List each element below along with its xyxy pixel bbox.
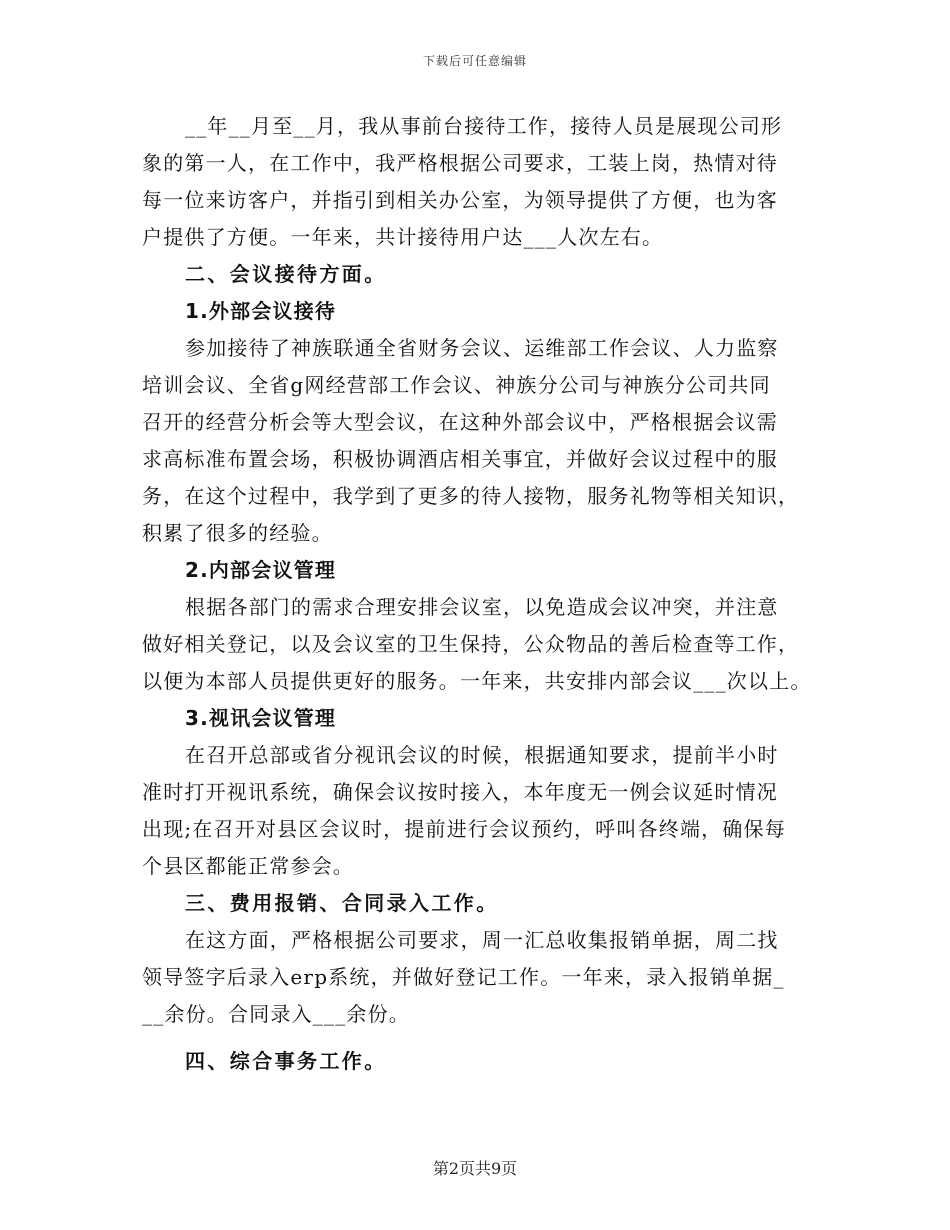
paragraph-external-meetings bbox=[142, 330, 822, 552]
paragraph-video-conferences bbox=[142, 737, 822, 885]
paragraph-internal-meetings bbox=[142, 589, 822, 700]
section-heading-meeting-reception: 二、会议接待方面。 bbox=[185, 262, 387, 286]
subheading-internal-meetings: 2.内部会议管理 bbox=[185, 558, 337, 582]
text-line: 在召开总部或省分视讯会议的时候，根据通知要求，提前半小时 bbox=[185, 743, 779, 767]
text-line: __余份。合同录入___余份。 bbox=[142, 1002, 410, 1026]
text-line: 领导签字后录入erp系统，并做好登记工作。一年来，录入报销单据_ bbox=[142, 965, 785, 989]
paragraph-front-desk bbox=[142, 108, 822, 256]
text-line: 每一位来访客户，并指引到相关办公室，为领导提供了方便，也为客 bbox=[142, 188, 778, 212]
page-header: 下载后可任意编辑 bbox=[422, 54, 527, 68]
text-line: 积累了很多的经验。 bbox=[142, 521, 333, 545]
text-line: 出现;在召开对县区会议时，提前进行会议预约，呼叫各终端，确保每 bbox=[142, 817, 786, 841]
section-heading-expenses-contracts: 三、费用报销、合同录入工作。 bbox=[185, 891, 499, 915]
text-line: 个县区都能正常参会。 bbox=[142, 854, 354, 878]
text-line: 求高标准布置会场，积极协调酒店相关事宜，并做好会议过程中的服 bbox=[142, 447, 778, 471]
subheading-external-meetings: 1.外部会议接待 bbox=[185, 299, 337, 323]
text-line: 象的第一人，在工作中，我严格根据公司要求，工装上岗，热情对待 bbox=[142, 151, 778, 175]
text-line: 召开的经营分析会等大型会议，在这种外部会议中，严格根据会议需 bbox=[142, 410, 778, 434]
text-line: 做好相关登记，以及会议室的卫生保持，公众物品的善后检查等工作， bbox=[142, 632, 800, 656]
text-line: 户提供了方便。一年来，共计接待用户达___人次左右。 bbox=[142, 225, 664, 249]
text-line: 准时打开视讯系统，确保会议按时接入，本年度无一例会议延时情况 bbox=[142, 780, 778, 804]
text-line: 在这方面，严格根据公司要求，周一汇总收集报销单据，周二找 bbox=[185, 928, 779, 952]
document-body bbox=[142, 108, 822, 1080]
paragraph-expenses-contracts bbox=[142, 922, 822, 1033]
text-line: 以便为本部人员提供更好的服务。一年来，共安排内部会议___次以上。 bbox=[142, 669, 812, 693]
text-line: __年__月至__月，我从事前台接待工作，接待人员是展现公司形 bbox=[185, 114, 783, 138]
text-line: 参加接待了神族联通全省财务会议、运维部工作会议、人力监察 bbox=[185, 336, 779, 360]
section-heading-general-affairs: 四、综合事务工作。 bbox=[185, 1049, 387, 1073]
text-line: 根据各部门的需求合理安排会议室，以免造成会议冲突，并注意 bbox=[185, 595, 779, 619]
text-line: 培训会议、全省g网经营部工作会议、神族分公司与神族分公司共同 bbox=[142, 373, 771, 397]
subheading-video-conferences: 3.视讯会议管理 bbox=[185, 706, 337, 730]
text-line: 务，在这个过程中，我学到了更多的待人接物，服务礼物等相关知识， bbox=[142, 484, 800, 508]
page-number-footer: 第2页共9页 bbox=[432, 1159, 518, 1178]
